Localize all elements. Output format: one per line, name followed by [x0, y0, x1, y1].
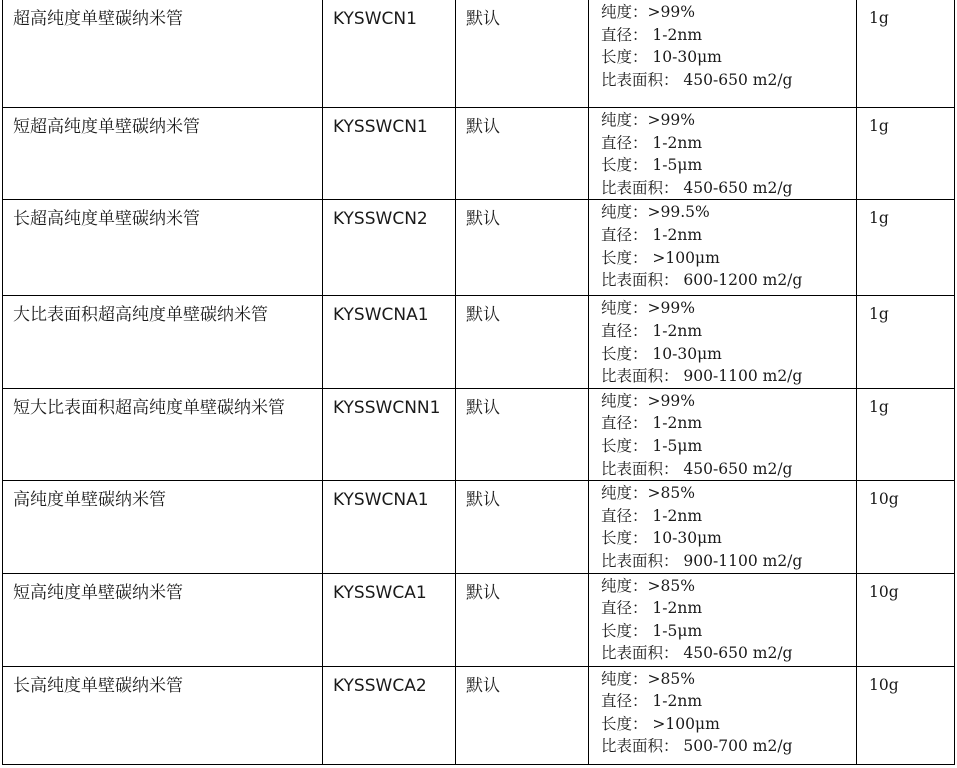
quantity-cell: 1g — [857, 296, 955, 388]
table-row — [3, 481, 955, 573]
quantity-cell: 1g — [857, 0, 955, 108]
spec-diameter: 直径： 1-2nm — [601, 506, 703, 525]
attribute-cell: 默认 — [456, 481, 589, 573]
spec-length: 长度： 10-30μm — [601, 529, 722, 548]
spec-purity: 纯度：>85% — [601, 669, 695, 688]
spec-purity: 纯度：>99% — [601, 391, 695, 410]
spec-purity: 纯度：>85% — [601, 576, 695, 595]
spec-surface-area: 比表面积： 450-650 m2/g — [601, 70, 793, 89]
spec-cell — [589, 296, 857, 388]
attribute-cell: 默认 — [456, 666, 589, 764]
quantity-cell: 10g — [857, 481, 955, 573]
spec-length: 长度： >100μm — [601, 248, 720, 267]
spec-purity: 纯度：>85% — [601, 484, 695, 503]
spec-diameter: 直径： 1-2nm — [601, 692, 703, 711]
table-row — [3, 666, 955, 764]
attribute-cell: 默认 — [456, 296, 589, 388]
product-spec-table — [2, 0, 955, 765]
attribute-cell: 默认 — [456, 200, 589, 296]
quantity-cell: 1g — [857, 108, 955, 200]
spec-surface-area: 比表面积： 500-700 m2/g — [601, 737, 793, 756]
product-name-cell: 长高纯度单壁碳纳米管 — [3, 666, 323, 764]
table-row — [3, 296, 955, 388]
product-code-cell: KYSSWCNN1 — [323, 388, 456, 480]
quantity-cell: 1g — [857, 388, 955, 480]
spec-cell — [589, 481, 857, 573]
spec-surface-area: 比表面积： 450-650 m2/g — [601, 459, 793, 478]
attribute-cell: 默认 — [456, 0, 589, 108]
spec-diameter: 直径： 1-2nm — [601, 414, 703, 433]
product-name-cell: 长超高纯度单壁碳纳米管 — [3, 200, 323, 296]
spec-length: 长度： 1-5μm — [601, 436, 703, 455]
product-name-cell: 大比表面积超高纯度单壁碳纳米管 — [3, 296, 323, 388]
table-row — [3, 108, 955, 200]
spec-cell — [589, 0, 857, 108]
table-body — [3, 0, 955, 764]
spec-surface-area: 比表面积： 450-650 m2/g — [601, 644, 793, 663]
spec-length: 长度： 1-5μm — [601, 156, 703, 175]
spec-diameter: 直径： 1-2nm — [601, 133, 703, 152]
spec-surface-area: 比表面积： 600-1200 m2/g — [601, 271, 803, 290]
spec-surface-area: 比表面积： 900-1100 m2/g — [601, 367, 803, 386]
spec-purity: 纯度：>99% — [601, 3, 695, 21]
product-code-cell: KYSSWCA1 — [323, 573, 456, 666]
spec-cell — [589, 108, 857, 200]
spec-length: 长度： 10-30μm — [601, 344, 722, 363]
spec-surface-area: 比表面积： 450-650 m2/g — [601, 178, 793, 197]
product-name-cell: 超高纯度单壁碳纳米管 — [3, 0, 323, 108]
quantity-cell: 10g — [857, 573, 955, 666]
spec-length: 长度： 1-5μm — [601, 621, 703, 640]
product-code-cell: KYSSWCA2 — [323, 666, 456, 764]
table-row — [3, 0, 955, 108]
spec-purity: 纯度：>99% — [601, 299, 695, 318]
table-row — [3, 200, 955, 296]
spec-diameter: 直径： 1-2nm — [601, 599, 703, 618]
table-row — [3, 388, 955, 480]
product-name-cell: 高纯度单壁碳纳米管 — [3, 481, 323, 573]
product-code-cell: KYSWCNA1 — [323, 296, 456, 388]
spec-length: 长度： 10-30μm — [601, 48, 722, 67]
product-code-cell: KYSWCN1 — [323, 0, 456, 108]
product-code-cell: KYSSWCN1 — [323, 108, 456, 200]
spec-diameter: 直径： 1-2nm — [601, 225, 703, 244]
table-row — [3, 573, 955, 666]
spec-cell — [589, 388, 857, 480]
product-name-cell: 短超高纯度单壁碳纳米管 — [3, 108, 323, 200]
quantity-cell: 1g — [857, 200, 955, 296]
spec-diameter: 直径： 1-2nm — [601, 321, 703, 340]
spec-purity: 纯度：>99% — [601, 111, 695, 129]
spec-length: 长度： >100μm — [601, 714, 720, 733]
product-code-cell: KYSSWCN2 — [323, 200, 456, 296]
spec-purity: 纯度：>99.5% — [601, 203, 710, 222]
spec-cell — [589, 200, 857, 296]
product-name-cell: 短高纯度单壁碳纳米管 — [3, 573, 323, 666]
spec-cell — [589, 573, 857, 666]
quantity-cell: 10g — [857, 666, 955, 764]
product-code-cell: KYSWCNA1 — [323, 481, 456, 573]
spec-cell — [589, 666, 857, 764]
spec-surface-area: 比表面积： 900-1100 m2/g — [601, 551, 803, 570]
product-name-cell: 短大比表面积超高纯度单壁碳纳米管 — [3, 388, 323, 480]
attribute-cell: 默认 — [456, 108, 589, 200]
attribute-cell: 默认 — [456, 388, 589, 480]
attribute-cell: 默认 — [456, 573, 589, 666]
spec-diameter: 直径： 1-2nm — [601, 25, 703, 44]
